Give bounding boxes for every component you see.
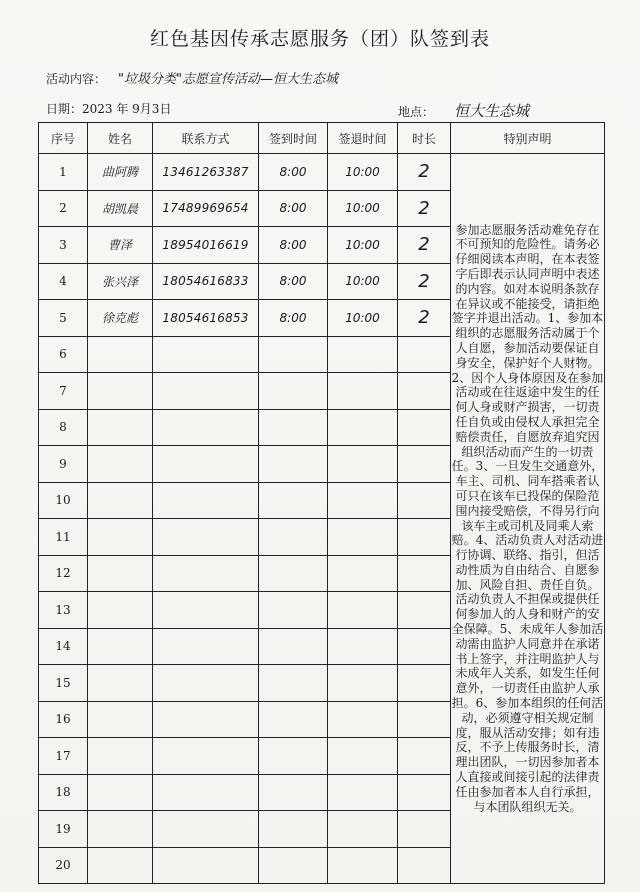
row-name: 曹泽 [88, 227, 153, 264]
row-checkout [328, 847, 398, 884]
row-seq: 10 [39, 482, 88, 519]
row-name [88, 592, 153, 629]
row-seq: 18 [39, 774, 88, 811]
row-contact [153, 555, 259, 592]
row-name [88, 738, 153, 775]
row-duration [398, 665, 451, 702]
activity-line [46, 68, 338, 87]
row-checkin [259, 336, 328, 373]
location-label: 地点： [398, 105, 435, 119]
header-name: 姓名 [88, 123, 153, 154]
table-row [39, 154, 605, 191]
header-seq: 序号 [39, 123, 88, 154]
row-duration [398, 446, 451, 483]
row-checkout: 10:00 [328, 263, 398, 300]
row-name [88, 701, 153, 738]
location-value: 恒大生态城 [454, 102, 530, 120]
row-checkin: 8:00 [259, 190, 328, 227]
row-name [88, 774, 153, 811]
row-checkout [328, 336, 398, 373]
row-checkin: 8:00 [259, 227, 328, 264]
row-seq: 11 [39, 519, 88, 556]
row-seq: 2 [39, 190, 88, 227]
row-checkin [259, 519, 328, 556]
row-seq: 4 [39, 263, 88, 300]
row-checkin [259, 446, 328, 483]
row-contact: 18954016619 [153, 227, 259, 264]
row-checkout [328, 446, 398, 483]
row-checkout [328, 701, 398, 738]
row-name: 胡凯晨 [88, 190, 153, 227]
row-duration [398, 409, 451, 446]
header-note: 特别声明 [451, 123, 605, 154]
header-duration: 时长 [398, 123, 451, 154]
row-contact: 18054616853 [153, 300, 259, 337]
row-name [88, 665, 153, 702]
date-location-line [46, 100, 606, 120]
row-seq: 14 [39, 628, 88, 665]
row-name [88, 482, 153, 519]
location [398, 100, 529, 121]
row-name [88, 373, 153, 410]
row-checkout: 10:00 [328, 190, 398, 227]
row-duration [398, 336, 451, 373]
row-contact [153, 373, 259, 410]
row-checkout [328, 409, 398, 446]
row-checkin: 8:00 [259, 263, 328, 300]
row-duration [398, 373, 451, 410]
row-seq: 7 [39, 373, 88, 410]
row-duration: 2 [398, 227, 451, 264]
row-duration [398, 555, 451, 592]
row-checkout [328, 665, 398, 702]
row-name [88, 555, 153, 592]
row-seq: 15 [39, 665, 88, 702]
table-body [39, 154, 605, 884]
activity-value: "垃圾分类"志愿宣传活动—恒大生态城 [118, 72, 338, 87]
special-statement: 参加志愿服务活动难免存在不可预知的危险性。请务必仔细阅读本声明，在本表签字后即表示认同声明中表述的内容。如对本说明条款存在异议或不能接受，请拒绝签字并退出活动。1、参加本组织的志愿服务活动属于个人自愿，参加活动要保证自身安全，保护好个人财物。2、因个人身体原因及在参加活动或在往返途中发生的任何人身或财产损害，一切责任自负或由侵权人承担完全赔偿责任，自愿放弃追究因组织活动而产生的一切责任。3、一旦发生交通意外，车主、司机、同车搭乘者认可只在该车已投保的保险范围内接受赔偿，不得另行向该车主或司机及同乘人索赔。4、活动负责人对活动进行协调、联络、指引，但活动性质为自由结合、自愿参加、风险自担、责任自负。活动负责人不担保或提供任何参加人的人身和财产的安全保障。5、未成年人参加活动需由监护人同意并在承诺书上签字，并注明监护人与未成年人关系，如发生任何意外，一切责任由监护人承担。6、参加本组织的任何活动，必须遵守相关规定制度，服从活动安排；如有违反，不予上传服务时长，清理出团队，一切因参加者本人直接或间接引起的法律责任由参加者本人自行承担，与本团队组织无关。 [451, 154, 605, 884]
row-contact [153, 592, 259, 629]
row-duration [398, 811, 451, 848]
row-duration [398, 482, 451, 519]
header-checkin: 签到时间 [259, 123, 328, 154]
row-name [88, 847, 153, 884]
sign-in-table [38, 122, 605, 884]
row-duration [398, 701, 451, 738]
row-contact [153, 774, 259, 811]
row-checkout [328, 373, 398, 410]
row-contact [153, 409, 259, 446]
row-checkin: 8:00 [259, 300, 328, 337]
row-checkin: 8:00 [259, 154, 328, 191]
row-seq: 8 [39, 409, 88, 446]
row-duration: 2 [398, 154, 451, 191]
row-seq: 9 [39, 446, 88, 483]
row-checkin [259, 482, 328, 519]
row-seq: 1 [39, 154, 88, 191]
row-name [88, 409, 153, 446]
row-name: 张兴泽 [88, 263, 153, 300]
row-contact [153, 519, 259, 556]
row-duration: 2 [398, 300, 451, 337]
row-contact: 17489969654 [153, 190, 259, 227]
row-name [88, 446, 153, 483]
row-seq: 6 [39, 336, 88, 373]
row-contact [153, 336, 259, 373]
row-contact [153, 701, 259, 738]
row-seq: 3 [39, 227, 88, 264]
row-seq: 5 [39, 300, 88, 337]
row-duration [398, 738, 451, 775]
row-checkin [259, 847, 328, 884]
row-seq: 13 [39, 592, 88, 629]
row-checkin [259, 811, 328, 848]
row-checkin [259, 409, 328, 446]
row-seq: 17 [39, 738, 88, 775]
row-checkout [328, 519, 398, 556]
row-checkout: 10:00 [328, 154, 398, 191]
row-checkin [259, 701, 328, 738]
row-contact: 13461263387 [153, 154, 259, 191]
row-duration [398, 628, 451, 665]
row-name [88, 628, 153, 665]
row-checkin [259, 774, 328, 811]
row-duration [398, 592, 451, 629]
row-seq: 16 [39, 701, 88, 738]
table-header-row [39, 123, 605, 154]
row-checkout: 10:00 [328, 300, 398, 337]
activity-label: 活动内容： [46, 72, 107, 86]
row-checkout: 10:00 [328, 227, 398, 264]
row-seq: 19 [39, 811, 88, 848]
row-duration: 2 [398, 190, 451, 227]
row-contact [153, 738, 259, 775]
row-checkout [328, 628, 398, 665]
row-checkin [259, 555, 328, 592]
row-contact [153, 482, 259, 519]
row-duration [398, 519, 451, 556]
row-checkin [259, 592, 328, 629]
row-contact [153, 628, 259, 665]
row-name [88, 811, 153, 848]
row-checkout [328, 811, 398, 848]
row-contact: 18054616833 [153, 263, 259, 300]
row-checkin [259, 373, 328, 410]
row-checkout [328, 738, 398, 775]
row-name: 徐克彪 [88, 300, 153, 337]
row-checkin [259, 738, 328, 775]
row-duration [398, 774, 451, 811]
date-label: 日期：2023 年 9月3日 [46, 102, 172, 116]
row-contact [153, 847, 259, 884]
row-checkin [259, 665, 328, 702]
row-duration: 2 [398, 263, 451, 300]
row-name [88, 519, 153, 556]
row-checkout [328, 482, 398, 519]
row-contact [153, 446, 259, 483]
row-seq: 20 [39, 847, 88, 884]
row-checkin [259, 628, 328, 665]
row-duration [398, 847, 451, 884]
row-name [88, 336, 153, 373]
row-name: 曲阿腾 [88, 154, 153, 191]
row-checkout [328, 774, 398, 811]
header-checkout: 签退时间 [328, 123, 398, 154]
row-contact [153, 811, 259, 848]
row-checkout [328, 592, 398, 629]
document-title: 红色基因传承志愿服务（团）队签到表 [149, 28, 490, 50]
row-checkout [328, 555, 398, 592]
row-seq: 12 [39, 555, 88, 592]
row-contact [153, 665, 259, 702]
header-contact: 联系方式 [153, 123, 259, 154]
